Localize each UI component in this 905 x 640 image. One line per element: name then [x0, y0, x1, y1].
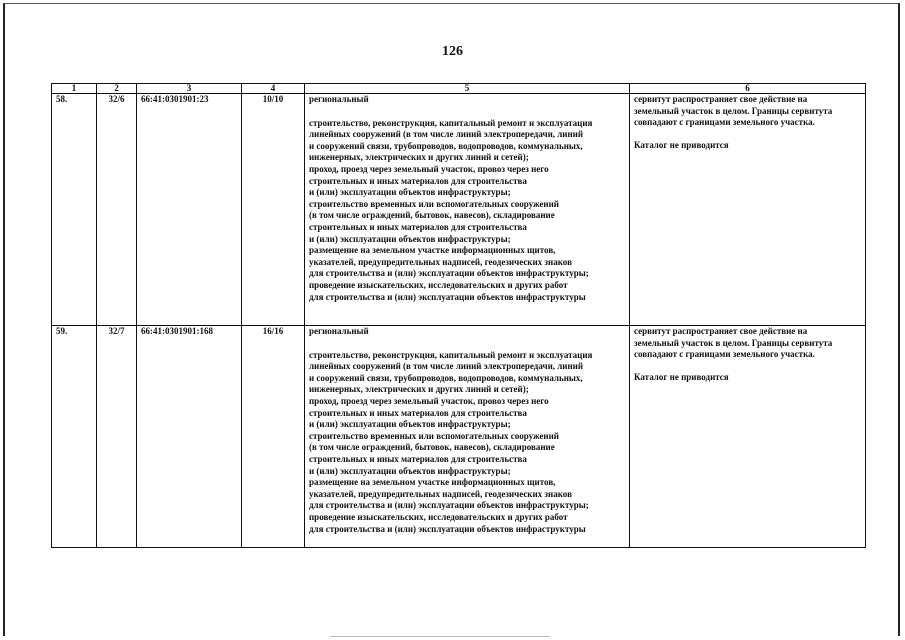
- col-header-2: 2: [97, 84, 137, 94]
- table-row: [52, 326, 866, 548]
- col-header-5: 5: [305, 84, 630, 94]
- servitude-cell: [630, 326, 866, 548]
- area-value: 16/16: [242, 326, 305, 548]
- scan-artifact-line: [330, 636, 550, 637]
- col-header-1: 1: [52, 84, 97, 94]
- header-row: [52, 84, 866, 94]
- spacer: [309, 338, 625, 350]
- servitude-description: сервитут распространяет свое действие на земельный участок в целом. Границы сервитута совпадают с границами земельного участка.: [634, 326, 833, 360]
- cadastral-number: 66:41:0301901:23: [137, 94, 242, 326]
- purpose-cell: [305, 94, 630, 326]
- cadastral-number: 66:41:0301901:168: [137, 326, 242, 548]
- row-number: 58.: [52, 94, 97, 326]
- catalog-note: Каталог не приводится: [634, 139, 729, 150]
- plot-number: 32/6: [97, 94, 137, 326]
- servitude-purpose: строительство, реконструкция, капитальный ремонт и эксплуатация линейных сооружений (в том числе линий электропередачи, линий и сооружений связи, трубопроводов, водопроводов, коммунальных, инженерных, электрических и других линий и сетей); проход, проезд через земельный участок, провоз через него строительных и иных материалов для строительства и (или) эксплуатации объектов инфраструктуры; строительство временных или вспомогательных сооружений (в том числе ограждений, бытовок, навесов), складирование строительных и иных материалов для строительства и (или) эксплуатации объектов инфраструктуры; размещение на земельном участке информационных щитов, указателей, предупредительных надписей, геодезических знаков для строительства и (или) эксплуатации объектов инфраструктуры; проведение изыскательских, исследовательских и других работ для строительства и (или) эксплуатации объектов инфраструктуры: [309, 117, 593, 302]
- page-number: 126: [442, 44, 463, 59]
- catalog-note: Каталог не приводится: [634, 371, 729, 382]
- col-header-4: 4: [242, 84, 305, 94]
- table-row: [52, 94, 866, 326]
- col-header-6: 6: [630, 84, 866, 94]
- plot-number: 32/7: [97, 326, 137, 548]
- servitude-table: [51, 83, 866, 548]
- servitude-cell: [630, 94, 866, 326]
- servitude-category: региональный: [309, 94, 369, 104]
- area-value: 10/10: [242, 94, 305, 326]
- servitude-description: сервитут распространяет свое действие на земельный участок в целом. Границы сервитута совпадают с границами земельного участка.: [634, 94, 833, 128]
- purpose-cell: [305, 326, 630, 548]
- row-number: 59.: [52, 326, 97, 548]
- servitude-category: региональный: [309, 326, 369, 336]
- spacer: [309, 106, 625, 118]
- col-header-3: 3: [137, 84, 242, 94]
- servitude-purpose: строительство, реконструкция, капитальный ремонт и эксплуатация линейных сооружений (в том числе линий электропередачи, линий и сооружений связи, трубопроводов, водопроводов, коммунальных, инженерных, электрических и других линий и сетей); проход, проезд через земельный участок, провоз через него строительных и иных материалов для строительства и (или) эксплуатации объектов инфраструктуры; строительство временных или вспомогательных сооружений (в том числе ограждений, бытовок, навесов), складирование строительных и иных материалов для строительства и (или) эксплуатации объектов инфраструктуры; размещение на земельном участке информационных щитов, указателей, предупредительных надписей, геодезических знаков для строительства и (или) эксплуатации объектов инфраструктуры; проведение изыскательских, исследовательских и других работ для строительства и (или) эксплуатации объектов инфраструктуры: [309, 349, 593, 534]
